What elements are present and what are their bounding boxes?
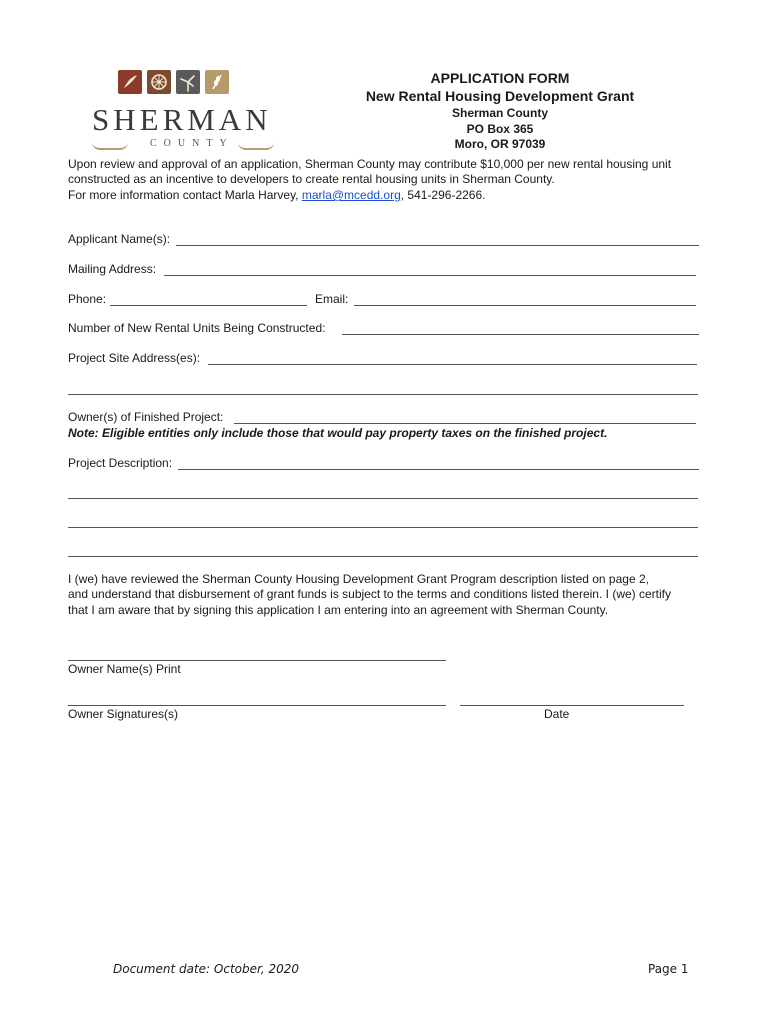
project-description-line-2[interactable] [68,498,698,499]
project-description-field[interactable] [178,469,699,470]
logo-ornament-left [92,142,128,150]
project-site-field[interactable] [208,364,697,365]
project-description-line-4[interactable] [68,556,698,557]
wheat-icon [205,70,229,94]
project-site-label: Project Site Address(es): [68,351,201,365]
certification-line-3: that I am aware that by signing this application I am entering into an agreement with Sherman County. [68,603,609,617]
eligibility-note: Note: Eligible entities only include those that would pay property taxes on the finished project. [68,426,608,440]
address-line-3: Moro, OR 97039 [454,137,546,151]
contact-email-link[interactable]: marla@mcedd.org [301,188,401,202]
logo-wordmark: SHERMAN [92,102,272,137]
units-field[interactable] [342,334,699,335]
email-field[interactable] [354,305,696,306]
phone-field[interactable] [110,305,307,306]
address-line-2: PO Box 365 [466,122,534,136]
owner-signature-label: Owner Signatures(s) [68,707,179,721]
owner-name-print-label: Owner Name(s) Print [68,662,181,676]
feather-icon [118,70,142,94]
page-number: Page 1 [648,962,689,976]
date-label: Date [544,707,570,721]
owner-field[interactable] [234,423,696,424]
contact-prefix: For more information contact Marla Harvey, [68,188,302,202]
applicant-name-field[interactable] [176,245,699,246]
mailing-address-field[interactable] [164,275,696,276]
project-description-line-3[interactable] [68,527,698,528]
form-subtitle: New Rental Housing Development Grant [365,88,635,104]
contact-line [68,188,485,203]
address-line-1: Sherman County [451,106,548,120]
units-label: Number of New Rental Units Being Constructed: [68,321,326,335]
document-date: Document date: October, 2020 [113,962,299,976]
phone-label: Phone: [68,292,107,306]
owner-signature-field[interactable] [68,705,446,706]
date-field[interactable] [460,705,684,706]
logo-ornament-right [238,142,274,150]
form-title: APPLICATION FORM [430,70,570,86]
intro-line-2: constructed as an incentive to developers to create rental housing units in Sherman County. [68,172,555,186]
certification-line-1: I (we) have reviewed the Sherman County Housing Development Grant Program description listed on page 2, [68,572,649,586]
intro-line-1: Upon review and approval of an application, Sherman County may contribute $10,000 per new rental housing unit [68,157,672,171]
project-description-label: Project Description: [68,456,173,470]
owner-name-print-field[interactable] [68,660,446,661]
applicant-name-label: Applicant Name(s): [68,232,171,246]
wind-turbine-icon [176,70,200,94]
contact-suffix: , 541-296-2266. [400,188,486,202]
logo-county-text: COUNTY [150,138,234,149]
project-site-field-line-2[interactable] [68,394,698,395]
wagon-wheel-icon [147,70,171,94]
email-label: Email: [315,292,349,306]
mailing-address-label: Mailing Address: [68,262,157,276]
owner-label: Owner(s) of Finished Project: [68,410,224,424]
certification-line-2: and understand that disbursement of grant funds is subject to the terms and conditions listed therein. I (we) certify [68,587,671,601]
sherman-county-logo [86,66,286,156]
